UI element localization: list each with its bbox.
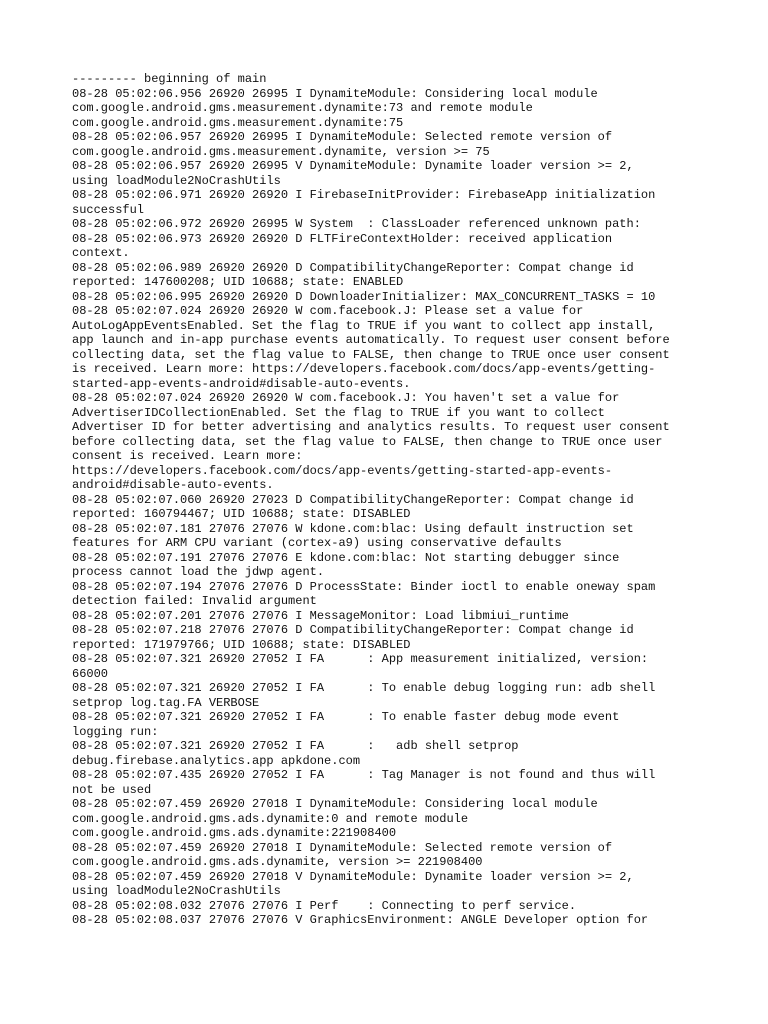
log-line: using loadModule2NoCrashUtils: [72, 173, 281, 188]
log-line: 08-28 05:02:07.024 26920 26920 W com.facebook.J: Please set a value for: [72, 304, 584, 318]
log-line: 08-28 05:02:06.957 26920 26995 I DynamiteModule: Selected remote version of: [72, 130, 613, 144]
log-line: 08-28 05:02:06.973 26920 26920 D FLTFireContextHolder: received application: [72, 231, 613, 246]
log-line: 08-28 05:02:07.194 27076 27076 D ProcessState: Binder ioctl to enable oneway spam: [72, 579, 656, 594]
log-line: reported: 160794467; UID 10688; state: DISABLED: [72, 507, 411, 521]
log-line: logging run:: [72, 724, 159, 739]
log-line: 08-28 05:02:06.989 26920 26920 D CompatibilityChangeReporter: Compat change id: [72, 260, 634, 275]
log-line: 08-28 05:02:07.218 27076 27076 D CompatibilityChangeReporter: Compat change id: [72, 623, 634, 637]
log-line: 08-28 05:02:07.321 26920 27052 I FA : To enable faster debug mode event: [72, 710, 620, 724]
log-line: AdvertiserIDCollectionEnabled. Set the flag to TRUE if you want to collect: [72, 405, 605, 420]
log-line: not be used: [72, 782, 152, 797]
log-line: features for ARM CPU variant (cortex-a9) using conservative defaults: [72, 536, 562, 550]
log-line: started-app-events-android#disable-auto-events.: [72, 376, 411, 391]
log-line: context.: [72, 246, 130, 260]
log-line: 08-28 05:02:06.972 26920 26995 W System : ClassLoader referenced unknown path:: [72, 217, 641, 231]
log-line: 08-28 05:02:06.956 26920 26995 I DynamiteModule: Considering local module: [72, 86, 598, 101]
log-line: 66000: [72, 666, 109, 681]
log-line: --------- beginning of main: [72, 72, 267, 86]
log-line: AutoLogAppEventsEnabled. Set the flag to TRUE if you want to collect app install,: [72, 318, 656, 333]
log-line: before collecting data, set the flag value to FALSE, then change to TRUE once user: [72, 434, 663, 449]
log-line: successful: [72, 202, 145, 217]
log-line: https://developers.facebook.com/docs/app-events/getting-started-app-events-: [72, 463, 613, 478]
log-line: 08-28 05:02:07.321 26920 27052 I FA : App measurement initialized, version:: [72, 652, 649, 666]
log-line: consent is received. Learn more:: [72, 449, 303, 463]
log-line: com.google.android.gms.ads.dynamite, version >= 221908400: [72, 855, 483, 869]
log-line: using loadModule2NoCrashUtils: [72, 884, 281, 898]
log-line: collecting data, set the flag value to FALSE, then change to TRUE once user consent: [72, 347, 670, 362]
log-line: reported: 171979766; UID 10688; state: DISABLED: [72, 637, 411, 652]
log-line: 08-28 05:02:07.459 26920 27018 V DynamiteModule: Dynamite loader version >= 2,: [72, 869, 634, 884]
log-line: 08-28 05:02:08.037 27076 27076 V GraphicsEnvironment: ANGLE Developer option for: [72, 913, 649, 927]
log-line: 08-28 05:02:07.435 26920 27052 I FA : Tag Manager is not found and thus will: [72, 768, 656, 782]
log-line: 08-28 05:02:07.201 27076 27076 I MessageMonitor: Load libmiui_runtime: [72, 608, 569, 623]
log-line: 08-28 05:02:06.957 26920 26995 V DynamiteModule: Dynamite loader version >= 2,: [72, 159, 634, 173]
log-line: com.google.android.gms.measurement.dynamite:73 and remote module: [72, 101, 533, 115]
log-line: 08-28 05:02:07.060 26920 27023 D CompatibilityChangeReporter: Compat change id: [72, 492, 634, 507]
log-line: process cannot load the jdwp agent.: [72, 565, 325, 579]
log-line: 08-28 05:02:07.191 27076 27076 E kdone.com:blac: Not starting debugger since: [72, 550, 620, 565]
log-line: Advertiser ID for better advertising and analytics results. To request user consent: [72, 420, 670, 434]
log-line: com.google.android.gms.measurement.dynamite:75: [72, 115, 404, 130]
log-line: detection failed: Invalid argument: [72, 594, 317, 608]
log-line: debug.firebase.analytics.app apkdone.com: [72, 753, 361, 768]
log-line: 08-28 05:02:07.459 26920 27018 I DynamiteModule: Selected remote version of: [72, 840, 613, 855]
log-line: 08-28 05:02:07.321 26920 27052 I FA : To enable debug logging run: adb shell: [72, 681, 656, 695]
log-line: app launch and in-app purchase events automatically. To request user consent before: [72, 333, 670, 347]
log-line: 08-28 05:02:07.024 26920 26920 W com.facebook.J: You haven't set a value for: [72, 391, 620, 405]
log-line: 08-28 05:02:06.995 26920 26920 D DownloaderInitializer: MAX_CONCURRENT_TASKS = 10: [72, 289, 656, 304]
log-line: com.google.android.gms.measurement.dynamite, version >= 75: [72, 144, 490, 159]
log-line: com.google.android.gms.ads.dynamite:0 and remote module: [72, 811, 469, 826]
log-line: setprop log.tag.FA VERBOSE: [72, 695, 260, 710]
log-line: 08-28 05:02:07.181 27076 27076 W kdone.com:blac: Using default instruction set: [72, 521, 634, 536]
log-line: 08-28 05:02:07.459 26920 27018 I DynamiteModule: Considering local module: [72, 797, 598, 811]
log-line: com.google.android.gms.ads.dynamite:221908400: [72, 826, 397, 840]
log-text: [72, 72, 712, 928]
log-line: reported: 147600208; UID 10688; state: ENABLED: [72, 275, 404, 289]
log-line: 08-28 05:02:06.971 26920 26920 I FirebaseInitProvider: FirebaseApp initialization: [72, 188, 656, 202]
log-line: is received. Learn more: https://developers.facebook.com/docs/app-events/getting-: [72, 362, 656, 376]
log-line: 08-28 05:02:07.321 26920 27052 I FA : adb shell setprop: [72, 739, 519, 753]
log-line: android#disable-auto-events.: [72, 478, 274, 492]
log-line: 08-28 05:02:08.032 27076 27076 I Perf : Connecting to perf service.: [72, 898, 577, 913]
